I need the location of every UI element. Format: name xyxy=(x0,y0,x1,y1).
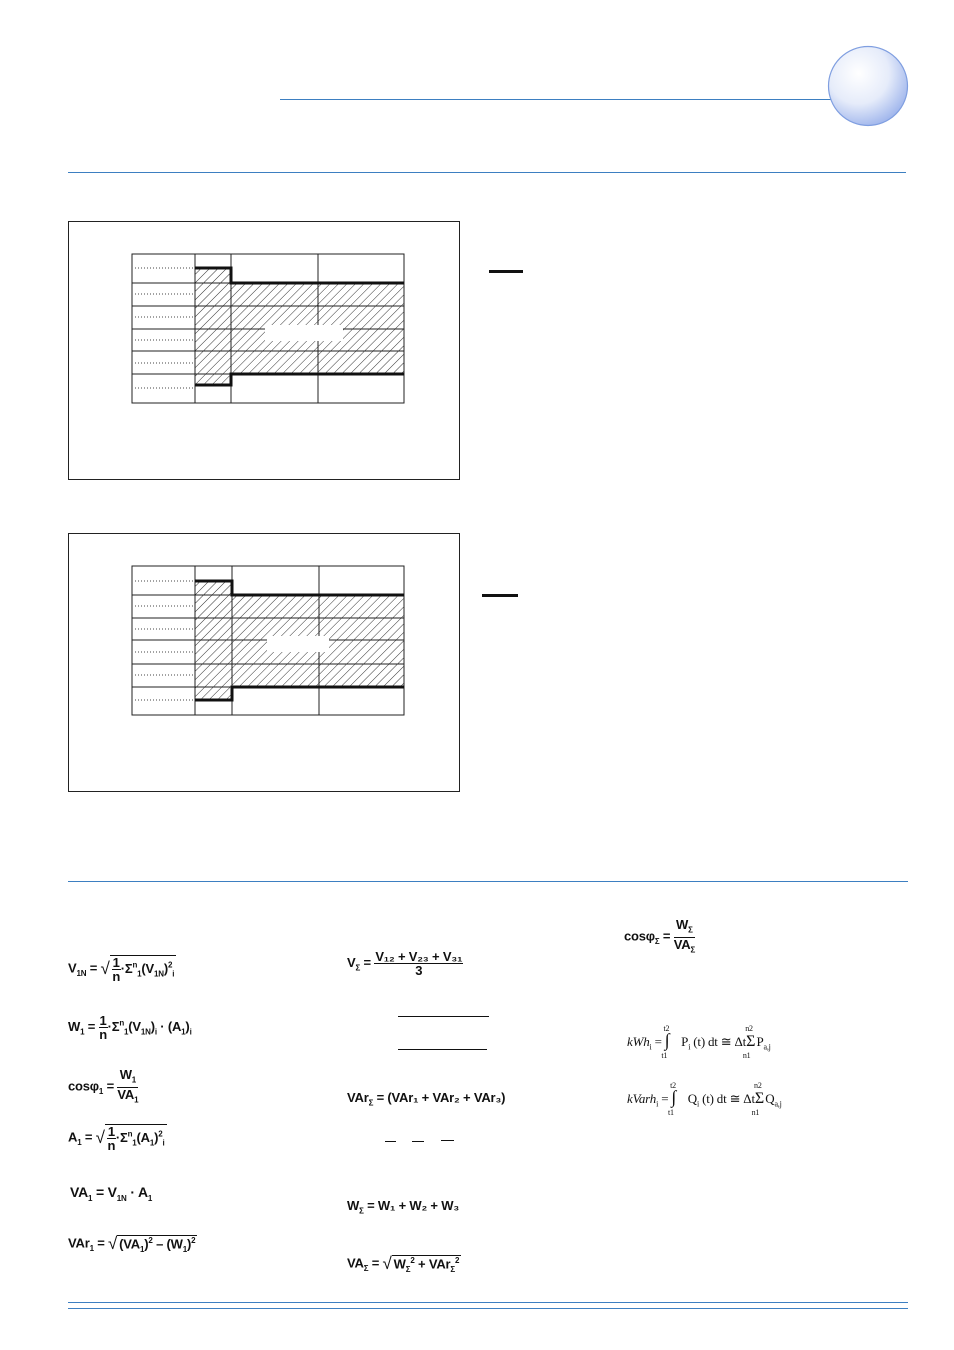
footer-rule-2 xyxy=(68,1308,908,1309)
formula-bar-5 xyxy=(441,1140,454,1141)
legend-dash-1 xyxy=(489,270,523,273)
hatched-step-profile-icon xyxy=(69,222,459,479)
diagram-box-2 xyxy=(68,533,460,792)
formula-section-rule xyxy=(68,881,908,882)
formula-v1n: $V_{1N}$ = √ $\frac{1}{n}$ $\cdot\Sigma^n_1(V_{1N})^2_i$ xyxy=(68,955,175,984)
formula-bar-1 xyxy=(398,1016,489,1017)
legend-dash-2 xyxy=(482,594,518,597)
formula-kwh: $kWh_i = \int^{t2}_{t1}P_i$ (t) dt ≅ $\Delta t\Sigma^{n2}_{n1}P_{a,j}$ xyxy=(627,1023,771,1060)
blue-circle-badge-icon xyxy=(827,45,909,127)
formula-bar-3 xyxy=(385,1141,396,1142)
footer-rule-1 xyxy=(68,1302,908,1303)
formula-cossum: cosφ$_\Sigma$ = $\frac{W_\Sigma}{VA_\Sigma}$ xyxy=(624,917,696,955)
hatched-step-profile-icon xyxy=(69,534,459,791)
formula-wsum: $W_\Sigma = W_1 + W_2 + W_3$ xyxy=(347,1198,460,1216)
formula-w1: $W_1$ = $\frac{1}{n}$ $\cdot\Sigma^n_1(V_{1N})_i \cdot (A_1)_i$ xyxy=(68,1013,192,1042)
formula-vsum: $V_\Sigma$ = $\frac{\text{V₁₂ + V₂₃ + V₃₁}}{3}$ xyxy=(347,949,463,978)
section-top-rule xyxy=(68,172,906,173)
diagram-box-1 xyxy=(68,221,460,480)
formula-bar-2 xyxy=(398,1049,487,1050)
formula-varsum: VAr$_\Sigma$ = (VAr₁ + VAr₂ + VAr₃) xyxy=(347,1090,506,1108)
formula-cos1: cosφ$_1$ = $\frac{W_1}{VA_1}$ xyxy=(68,1067,139,1105)
formula-var1: VAr$_1$ = √ $(VA_1)^2 - (W_1)^2$ xyxy=(68,1234,196,1254)
formula-bar-4 xyxy=(412,1141,424,1142)
formula-va1: $VA_1 = V_{1N} \cdot A_1$ xyxy=(70,1184,153,1203)
formula-vasum: $VA_\Sigma$ = √ $W_\Sigma^2 + VAr_\Sigma^2$ xyxy=(347,1254,460,1274)
formula-kvarh: kVarh$_i$ = $\int^{t2}_{t1}Q_i$ (t) dt ≅ $\Delta t\Sigma^{n2}_{n1}Q_{a,j}$ xyxy=(627,1080,782,1117)
header-rule xyxy=(280,99,832,100)
formula-a1: $A_1$ = √ $\frac{1}{n}$ $\cdot\Sigma^n_1(A_1)^2_i$ xyxy=(68,1124,165,1153)
